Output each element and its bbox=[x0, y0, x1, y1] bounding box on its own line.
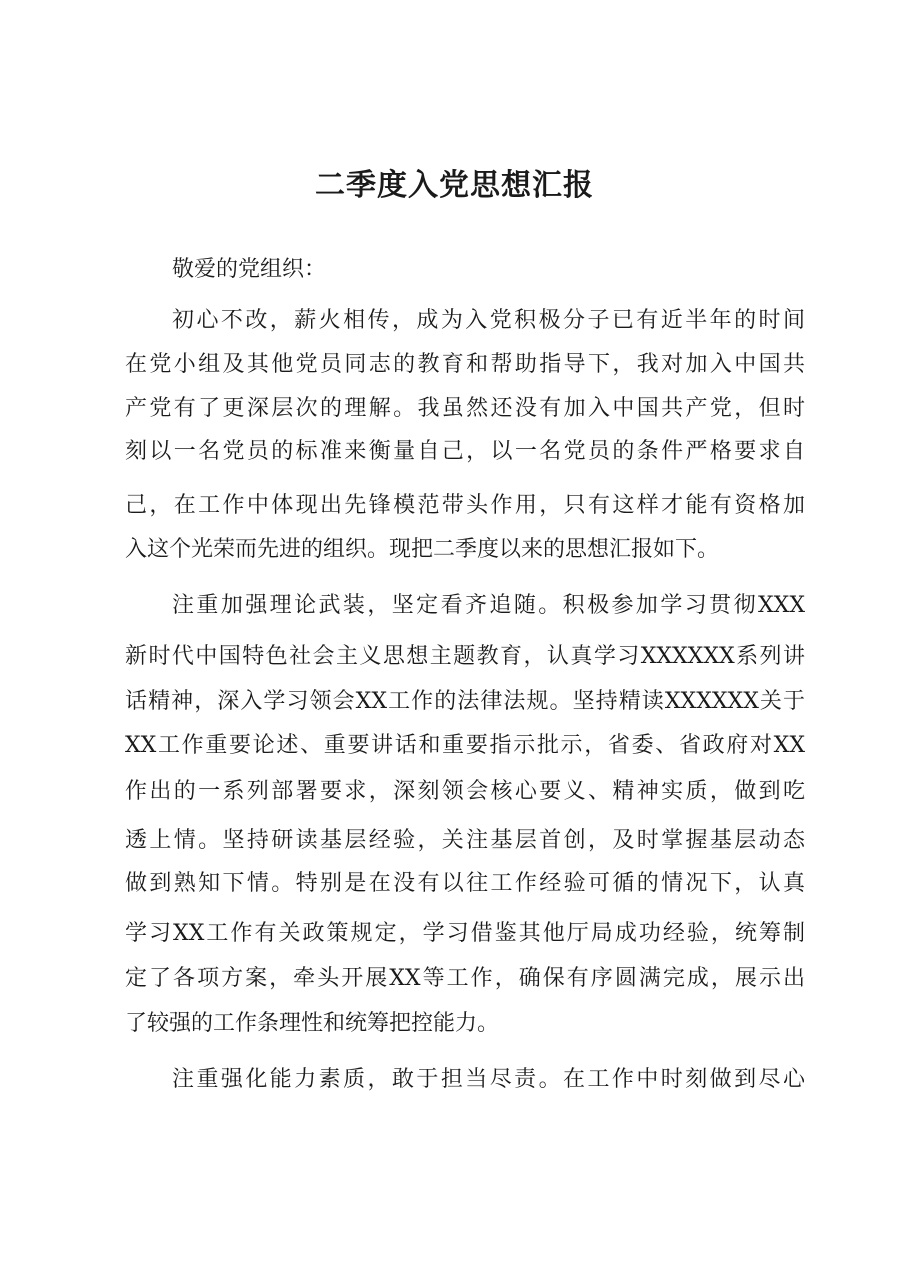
paragraph-2-line-1: 注重加强理论武装，坚定看齐追随。积极参加学习贯彻XXX bbox=[172, 593, 805, 618]
paragraph-2-line-4: XX工作重要论述、重要讲话和重要指示批示，省委、省政府对XX bbox=[125, 733, 805, 758]
paragraph-2-line-3: 话精神，深入学习领会XX工作的法律法规。坚持精读XXXXXX关于 bbox=[125, 689, 805, 714]
paragraph-2-line-8: 学习XX工作有关政策规定，学习借鉴其他厅局成功经验，统筹制 bbox=[125, 921, 805, 946]
paragraph-2-line-9: 定了各项方案，牵头开展XX等工作，确保有序圆满完成，展示出 bbox=[125, 966, 805, 991]
paragraph-2-line-5: 作出的一系列部署要求，深刻领会核心要义、精神实质，做到吃 bbox=[125, 779, 805, 804]
paragraph-2-line-7: 做到熟知下情。特别是在没有以往工作经验可循的情况下，认真 bbox=[125, 871, 805, 896]
document-title: 二季度入党思想汇报 bbox=[315, 168, 594, 203]
paragraph-2-line-6: 透上情。坚持研读基层经验，关注基层首创，及时掌握基层动态 bbox=[125, 828, 805, 853]
paragraph-1-line-1: 初心不改，薪火相传，成为入党积极分子已有近半年的时间 bbox=[172, 308, 805, 333]
salutation: 敬爱的党组织： bbox=[172, 257, 327, 282]
paragraph-1-line-3: 产党有了更深层次的理解。我虽然还没有加入中国共产党，但时 bbox=[125, 396, 805, 421]
paragraph-1-line-2: 在党小组及其他党员同志的教育和帮助指导下，我对加入中国共 bbox=[125, 352, 805, 377]
paragraph-3-line-1: 注重强化能力素质，敢于担当尽责。在工作中时刻做到尽心 bbox=[172, 1067, 805, 1092]
paragraph-1-line-5: 己，在工作中体现出先锋模范带头作用，只有这样才能有资格加 bbox=[125, 493, 805, 518]
paragraph-1-line-6: 入这个光荣而先进的组织。现把二季度以来的思想汇报如下。 bbox=[125, 537, 720, 562]
paragraph-1-line-4: 刻以一名党员的标准来衡量自己，以一名党员的条件严格要求自 bbox=[125, 439, 805, 464]
paragraph-2-line-10: 了较强的工作条理性和统筹把控能力。 bbox=[125, 1011, 500, 1036]
paragraph-2-line-2: 新时代中国特色社会主义思想主题教育，认真学习XXXXXX系列讲 bbox=[125, 644, 805, 669]
